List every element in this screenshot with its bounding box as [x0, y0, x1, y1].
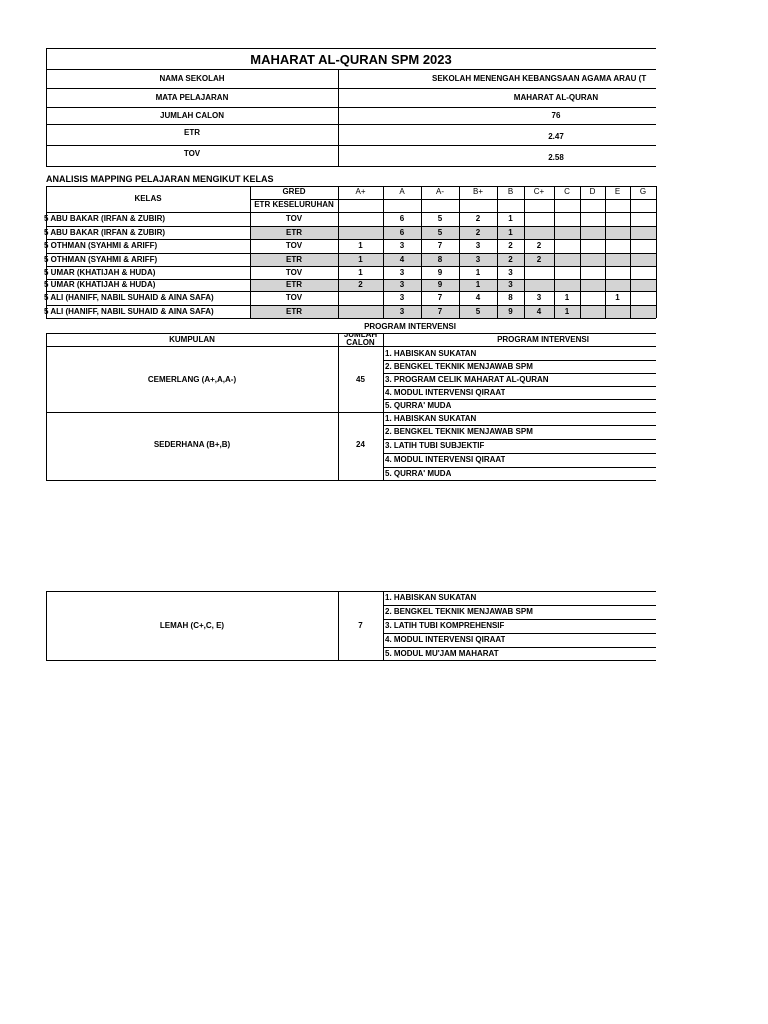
grade-header-8: E: [614, 187, 621, 196]
grade-count-cell: 3: [399, 241, 405, 250]
grade-count-cell: 2: [475, 228, 481, 237]
table-line: [656, 186, 657, 318]
etr-keseluruhan-label: ETR KESELURUHAN: [254, 200, 334, 209]
info-value-jumlah-calon: 76: [551, 111, 561, 120]
grade-count-cell: 7: [437, 307, 443, 316]
group-name-sederhana: SEDERHANA (B+,B): [153, 440, 231, 449]
grade-count-cell: [554, 253, 580, 266]
grade-count-cell: [605, 305, 630, 318]
grade-count-cell: 1: [615, 293, 620, 302]
program-item: 3. LATIH TUBI KOMPREHENSIF: [385, 621, 505, 630]
grade-count-cell: [524, 266, 554, 279]
grade-count-cell: 2: [475, 214, 481, 223]
grade-count-cell: 3: [508, 268, 513, 277]
program-item: 1. HABISKAN SUKATAN: [385, 349, 477, 358]
grade-count-cell: 5: [475, 307, 481, 316]
group-count-sederhana: 24: [356, 440, 365, 449]
grade-count-cell: 3: [399, 307, 405, 316]
grade-count-cell: [554, 226, 580, 239]
row-type-cell: ETR: [286, 307, 302, 316]
kelas-header: KELAS: [134, 194, 162, 203]
grade-count-cell: [630, 226, 656, 239]
grade-count-cell: [630, 291, 656, 305]
table-line: [46, 318, 656, 319]
info-label-etr: ETR: [184, 128, 200, 137]
grade-count-cell: 1: [475, 268, 481, 277]
program-item: 5. MODUL MU'JAM MAHARAT: [385, 649, 499, 658]
grade-count-cell: [524, 279, 554, 291]
grade-count-cell: 6: [399, 228, 405, 237]
kelas-cell: 5 ABU BAKAR (IRFAN & ZUBIR): [44, 228, 166, 237]
grade-count-cell: 9: [508, 307, 513, 316]
grade-count-cell: [630, 212, 656, 226]
grade-count-cell: [630, 239, 656, 253]
grade-count-cell: [338, 226, 383, 239]
grade-count-cell: 2: [536, 241, 542, 250]
grade-header-7: D: [589, 187, 596, 196]
grade-count-cell: 9: [437, 280, 443, 289]
grade-count-cell: 4: [475, 293, 481, 302]
grade-count-cell: [580, 279, 605, 291]
grade-count-cell: 4: [536, 307, 542, 316]
grade-count-cell: [338, 212, 383, 226]
grade-count-cell: [605, 279, 630, 291]
row-type-cell: TOV: [285, 214, 303, 223]
grade-header-6: C: [564, 187, 570, 196]
grade-count-cell: 2: [358, 280, 363, 289]
grade-count-cell: 2: [508, 255, 513, 264]
info-label-jumlah-calon: JUMLAH CALON: [160, 111, 224, 120]
grade-count-cell: 8: [437, 255, 443, 264]
grade-header-5: C+: [533, 187, 545, 196]
row-type-cell: TOV: [285, 293, 303, 302]
program-item: 4. MODUL INTERVENSI QIRAAT: [385, 455, 506, 464]
grade-count-cell: [605, 226, 630, 239]
col-program-header: PROGRAM INTERVENSI: [497, 335, 589, 344]
kelas-cell: 5 OTHMAN (SYAHMI & ARIFF): [44, 241, 158, 250]
program-item: 1. HABISKAN SUKATAN: [385, 593, 477, 602]
grade-count-cell: [605, 266, 630, 279]
group-count-lemah: 7: [358, 621, 363, 630]
grade-count-cell: [580, 212, 605, 226]
kelas-cell: 5 ABU BAKAR (IRFAN & ZUBIR): [44, 214, 166, 223]
program-item: 1. HABISKAN SUKATAN: [385, 414, 477, 423]
grade-header-4: B: [507, 187, 514, 196]
page-title: MAHARAT AL-QURAN SPM 2023: [250, 52, 452, 67]
info-value-mata-pelajaran: MAHARAT AL-QURAN: [513, 93, 599, 102]
grade-count-cell: [554, 239, 580, 253]
col-jumlah-calon-header: JUMLAH CALON: [343, 333, 378, 346]
grade-count-cell: [580, 253, 605, 266]
grade-count-cell: 3: [399, 293, 405, 302]
intervention-banner: PROGRAM INTERVENSI: [364, 322, 456, 331]
info-value-nama-sekolah: SEKOLAH MENENGAH KEBANGSAAN AGAMA ARAU (T: [432, 74, 647, 83]
grade-count-cell: 5: [437, 214, 443, 223]
kelas-cell: 5 ALI (HANIFF, NABIL SUHAID & AINA SAFA): [44, 307, 214, 316]
info-value-etr: 2.47: [548, 132, 564, 141]
grade-count-cell: 1: [564, 293, 570, 302]
grade-count-cell: 3: [536, 293, 542, 302]
grade-header-2: A-: [436, 187, 444, 196]
kelas-cell: 5 OTHMAN (SYAHMI & ARIFF): [44, 255, 158, 264]
intervention-table-top: [46, 333, 656, 481]
row-type-cell: TOV: [285, 241, 303, 250]
grade-count-cell: [554, 266, 580, 279]
program-item: 5. QURRA' MUDA: [385, 401, 452, 410]
grade-count-cell: 7: [437, 293, 443, 302]
grade-count-cell: 1: [358, 255, 363, 264]
row-type-cell: TOV: [285, 268, 303, 277]
col-kumpulan-header: KUMPULAN: [169, 335, 215, 344]
grade-header-1: A: [399, 187, 405, 196]
grade-count-cell: 8: [508, 293, 513, 302]
grade-count-cell: 7: [437, 241, 443, 250]
grade-count-cell: 1: [358, 268, 363, 277]
gred-header: GRED: [282, 187, 306, 196]
program-item: 3. PROGRAM CELIK MAHARAT AL-QURAN: [385, 375, 549, 384]
program-item: 2. BENGKEL TEKNIK MENJAWAB SPM: [385, 362, 533, 371]
grade-count-cell: [630, 253, 656, 266]
grade-count-cell: [554, 212, 580, 226]
grade-count-cell: 1: [508, 228, 513, 237]
analysis-heading: ANALISIS MAPPING PELAJARAN MENGIKUT KELAS: [46, 174, 274, 184]
grade-count-cell: 3: [475, 255, 481, 264]
grade-header-3: B+: [472, 187, 483, 196]
grade-count-cell: 6: [399, 214, 405, 223]
program-item: 4. MODUL INTERVENSI QIRAAT: [385, 388, 506, 397]
grade-count-cell: [580, 239, 605, 253]
grade-count-cell: [580, 226, 605, 239]
grade-header-0: A+: [355, 187, 366, 196]
row-type-cell: ETR: [286, 228, 302, 237]
grade-count-cell: [580, 291, 605, 305]
grade-count-cell: 2: [536, 255, 542, 264]
grade-count-cell: [338, 291, 383, 305]
grade-count-cell: 1: [358, 241, 363, 250]
kelas-cell: 5 UMAR (KHATIJAH & HUDA): [44, 280, 156, 289]
grade-count-cell: 5: [437, 228, 443, 237]
program-item: 2. BENGKEL TEKNIK MENJAWAB SPM: [385, 607, 533, 616]
group-name-cemerlang: CEMERLANG (A+,A,A-): [147, 375, 237, 384]
grade-count-cell: [524, 226, 554, 239]
program-item: 4. MODUL INTERVENSI QIRAAT: [385, 635, 506, 644]
grade-count-cell: [605, 239, 630, 253]
grade-count-cell: 3: [399, 280, 405, 289]
group-name-lemah: LEMAH (C+,C, E): [159, 621, 225, 630]
grade-count-cell: [630, 305, 656, 318]
grade-count-cell: [580, 266, 605, 279]
info-label-mata-pelajaran: MATA PELAJARAN: [155, 93, 229, 102]
grade-count-cell: [630, 266, 656, 279]
grade-count-cell: 1: [475, 280, 481, 289]
grade-count-cell: 3: [508, 280, 513, 289]
kelas-cell: 5 UMAR (KHATIJAH & HUDA): [44, 268, 156, 277]
grade-count-cell: [630, 279, 656, 291]
info-label-nama-sekolah: NAMA SEKOLAH: [159, 74, 225, 83]
grade-header-9: G: [639, 187, 647, 196]
grade-count-cell: [580, 305, 605, 318]
grade-count-cell: 4: [399, 255, 405, 264]
program-item: 5. QURRA' MUDA: [385, 469, 452, 478]
kelas-cell: 5 ALI (HANIFF, NABIL SUHAID & AINA SAFA): [44, 293, 214, 302]
grade-count-cell: [605, 253, 630, 266]
group-count-cemerlang: 45: [356, 375, 365, 384]
info-label-tov: TOV: [183, 149, 201, 158]
program-item: 3. LATIH TUBI SUBJEKTIF: [385, 441, 485, 450]
grade-count-cell: 1: [508, 214, 513, 223]
grade-count-cell: 9: [437, 268, 443, 277]
info-value-tov: 2.58: [548, 153, 564, 162]
grade-count-cell: [524, 212, 554, 226]
grade-count-cell: [605, 212, 630, 226]
grade-count-cell: 3: [475, 241, 481, 250]
grade-count-cell: 1: [564, 307, 570, 316]
grade-count-cell: 2: [508, 241, 513, 250]
program-item: 2. BENGKEL TEKNIK MENJAWAB SPM: [385, 427, 533, 436]
grade-count-cell: [338, 305, 383, 318]
row-type-cell: ETR: [286, 255, 302, 264]
grade-count-cell: 3: [399, 268, 405, 277]
row-type-cell: ETR: [286, 280, 302, 289]
grade-count-cell: [554, 279, 580, 291]
